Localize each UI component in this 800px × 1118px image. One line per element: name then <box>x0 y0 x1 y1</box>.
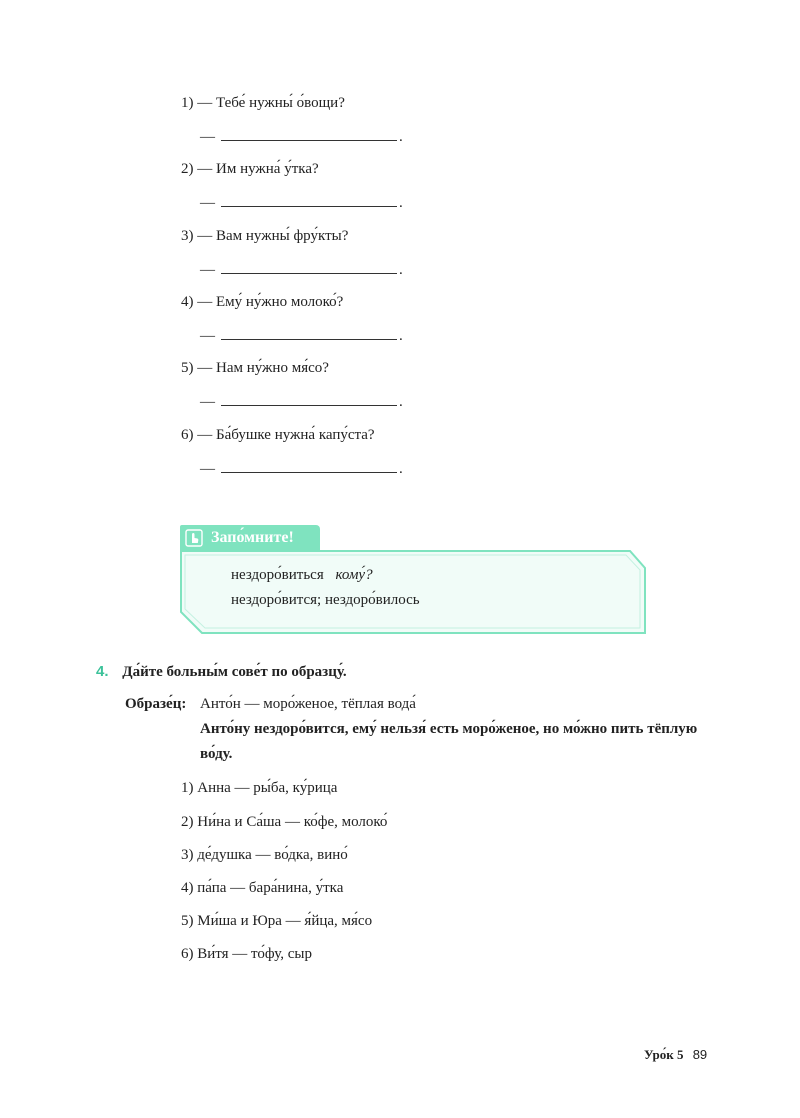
sample-text: Анто́н — моро́женое, тёплая вода́ <box>200 696 416 712</box>
answer-blank[interactable] <box>221 327 397 340</box>
pointing-hand-icon <box>185 529 203 547</box>
page-number: 89 <box>692 1047 708 1062</box>
question-text: — Вам нужны́ фру́кты? <box>197 228 349 244</box>
question-text: — Тебе́ нужны́ о́вощи? <box>197 95 345 111</box>
list-item <box>181 880 343 897</box>
page-footer <box>644 1047 707 1063</box>
list-item <box>181 946 312 963</box>
item-text: де́душка — во́дка, вино́ <box>197 847 348 863</box>
remember-line-1 <box>231 567 373 584</box>
list-item <box>181 913 372 930</box>
exercise-4-heading <box>96 663 347 681</box>
list-item <box>181 814 387 831</box>
item-number: 5) <box>181 913 194 929</box>
item-number: 4) <box>181 294 194 310</box>
answer-line[interactable]: — . <box>200 328 403 344</box>
item-text: Ми́ша и Юра — я́йца, мя́со <box>197 913 373 929</box>
remember-question: кому́? <box>335 567 373 583</box>
sample-label: Образе́ц: <box>125 696 187 712</box>
answer-blank[interactable] <box>221 128 397 141</box>
answer-blank[interactable] <box>221 261 397 274</box>
question-item <box>181 228 348 245</box>
question-text: — Нам ну́жно мя́со? <box>197 360 329 376</box>
answer-line[interactable]: — . <box>200 461 403 477</box>
item-number: 3) <box>181 228 194 244</box>
question-item <box>181 294 343 311</box>
remember-title: Запо́мните! <box>211 529 294 546</box>
remember-tab <box>180 525 320 551</box>
answer-line[interactable]: — . <box>200 262 403 278</box>
item-number: 3) <box>181 847 194 863</box>
sample-answer-line-1: Анто́ну нездоро́вится, ему́ нельзя́ есть моро́женое, но мо́жно пить тёплую <box>200 721 698 737</box>
remember-verb: нездоро́виться <box>231 567 324 583</box>
answer-blank[interactable] <box>221 460 397 473</box>
list-item <box>181 847 348 864</box>
question-text: — Ба́бушке нужна́ капу́ста? <box>197 427 375 443</box>
question-text: — Им нужна́ у́тка? <box>197 161 319 177</box>
question-item <box>181 95 345 112</box>
item-number: 4) <box>181 880 194 896</box>
item-text: па́па — бара́нина, у́тка <box>197 880 344 896</box>
answer-line[interactable]: — . <box>200 394 403 410</box>
item-number: 2) <box>181 161 194 177</box>
question-item <box>181 360 329 377</box>
item-number: 6) <box>181 946 194 962</box>
item-text: Ни́на и Са́ша — ко́фе, молоко́ <box>197 814 388 830</box>
answer-line[interactable]: — . <box>200 129 403 145</box>
item-number: 5) <box>181 360 194 376</box>
exercise-number: 4. <box>96 663 109 680</box>
item-text: Анна — ры́ба, ку́рица <box>197 780 338 796</box>
item-number: 1) <box>181 95 194 111</box>
question-text: — Ему́ ну́жно молоко́? <box>197 294 344 310</box>
item-text: Ви́тя — то́фу, сыр <box>197 946 312 962</box>
answer-line[interactable]: — . <box>200 195 403 211</box>
question-item <box>181 161 319 178</box>
answer-blank[interactable] <box>221 194 397 207</box>
item-number: 1) <box>181 780 194 796</box>
lesson-label: Уро́к 5 <box>644 1047 684 1062</box>
list-item <box>181 780 337 797</box>
answer-blank[interactable] <box>221 393 397 406</box>
question-item <box>181 427 375 444</box>
exercise-title: Да́йте больны́м сове́т по образцу́. <box>122 664 347 680</box>
sample-answer-line-2: во́ду. <box>200 746 233 762</box>
remember-line-2: нездоро́вится; нездоро́вилось <box>231 592 420 608</box>
item-number: 2) <box>181 814 194 830</box>
item-number: 6) <box>181 427 194 443</box>
